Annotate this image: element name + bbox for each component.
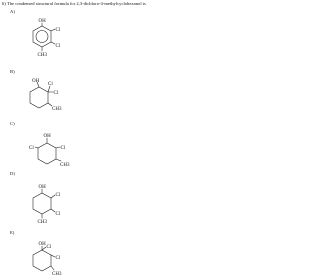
structure-e-ring: [33, 250, 51, 271]
option-e-label: E): [10, 230, 15, 235]
structure-c-ring: [38, 143, 56, 164]
structure-d-ring: [33, 193, 51, 214]
structure-e-cl-upper-bond: [42, 247, 46, 250]
structure-e-cl-lower-bond: [51, 255, 55, 257]
option-c-label: C): [10, 121, 15, 126]
structure-b-ring: [30, 87, 48, 108]
structure-a-cl-upper-label: Cl: [55, 28, 61, 33]
structure-c-methyl-bond: [56, 159, 61, 161]
structure-c-cl-left-bond: [35, 147, 38, 148]
structure-d: [33, 185, 61, 225]
structure-c-cl-right-bond: [56, 147, 60, 148]
structure-d-cl-upper-label: Cl: [55, 193, 61, 198]
structure-a-cl-lower-label: Cl: [55, 44, 61, 49]
structure-d-cl-upper-bond: [51, 195, 55, 198]
structure-d-oh-label: OH: [38, 185, 46, 190]
option-d-label: D): [10, 171, 15, 176]
structure-b-cl-lower-label: Cl: [53, 91, 59, 96]
structure-d-methyl-label: CH3: [37, 220, 47, 225]
structure-e-oh-label: OH: [38, 242, 46, 247]
option-b-label: B): [10, 69, 15, 74]
structure-d-cl-lower-bond: [51, 209, 55, 212]
structure-e: [33, 242, 62, 277]
structure-b: [30, 79, 62, 112]
structure-e-cl-lower-label: Cl: [55, 256, 61, 261]
structure-a-methyl-label: CH3: [37, 53, 47, 58]
structure-e-methyl-bond: [51, 266, 54, 270]
structure-c-methyl-label: CH3: [60, 163, 70, 168]
structure-a-oh-label: OH: [38, 19, 46, 24]
structure-a: [33, 19, 61, 58]
structure-e-methyl-label: CH3: [52, 272, 62, 277]
option-a-label: A): [10, 9, 15, 14]
structure-a-aromatic-circle: [36, 31, 48, 43]
structure-a-cl-lower-bond: [51, 42, 55, 44]
structure-c-cl-left-label: Cl: [29, 146, 34, 151]
structure-b-methyl-bond: [48, 103, 52, 106]
structure-a-cl-upper-bond: [51, 29, 55, 31]
question-text: 6) The condensed structural formula for 2,3-dichloro-4-methylcyclohexanol is: [2, 1, 146, 6]
structure-b-oh-label: OH: [32, 79, 40, 84]
structure-d-cl-lower-label: Cl: [55, 212, 61, 217]
structure-c-oh-label: OH: [43, 134, 51, 139]
structure-b-methyl-label: CH3: [52, 107, 62, 112]
structure-c-cl-right-label: Cl: [60, 146, 66, 151]
structure-b-cl-upper-label: Cl: [48, 82, 53, 87]
structure-c: [29, 134, 70, 168]
structure-e-cl-upper-label: Cl: [46, 245, 52, 250]
structure-a-ring: [33, 26, 51, 47]
